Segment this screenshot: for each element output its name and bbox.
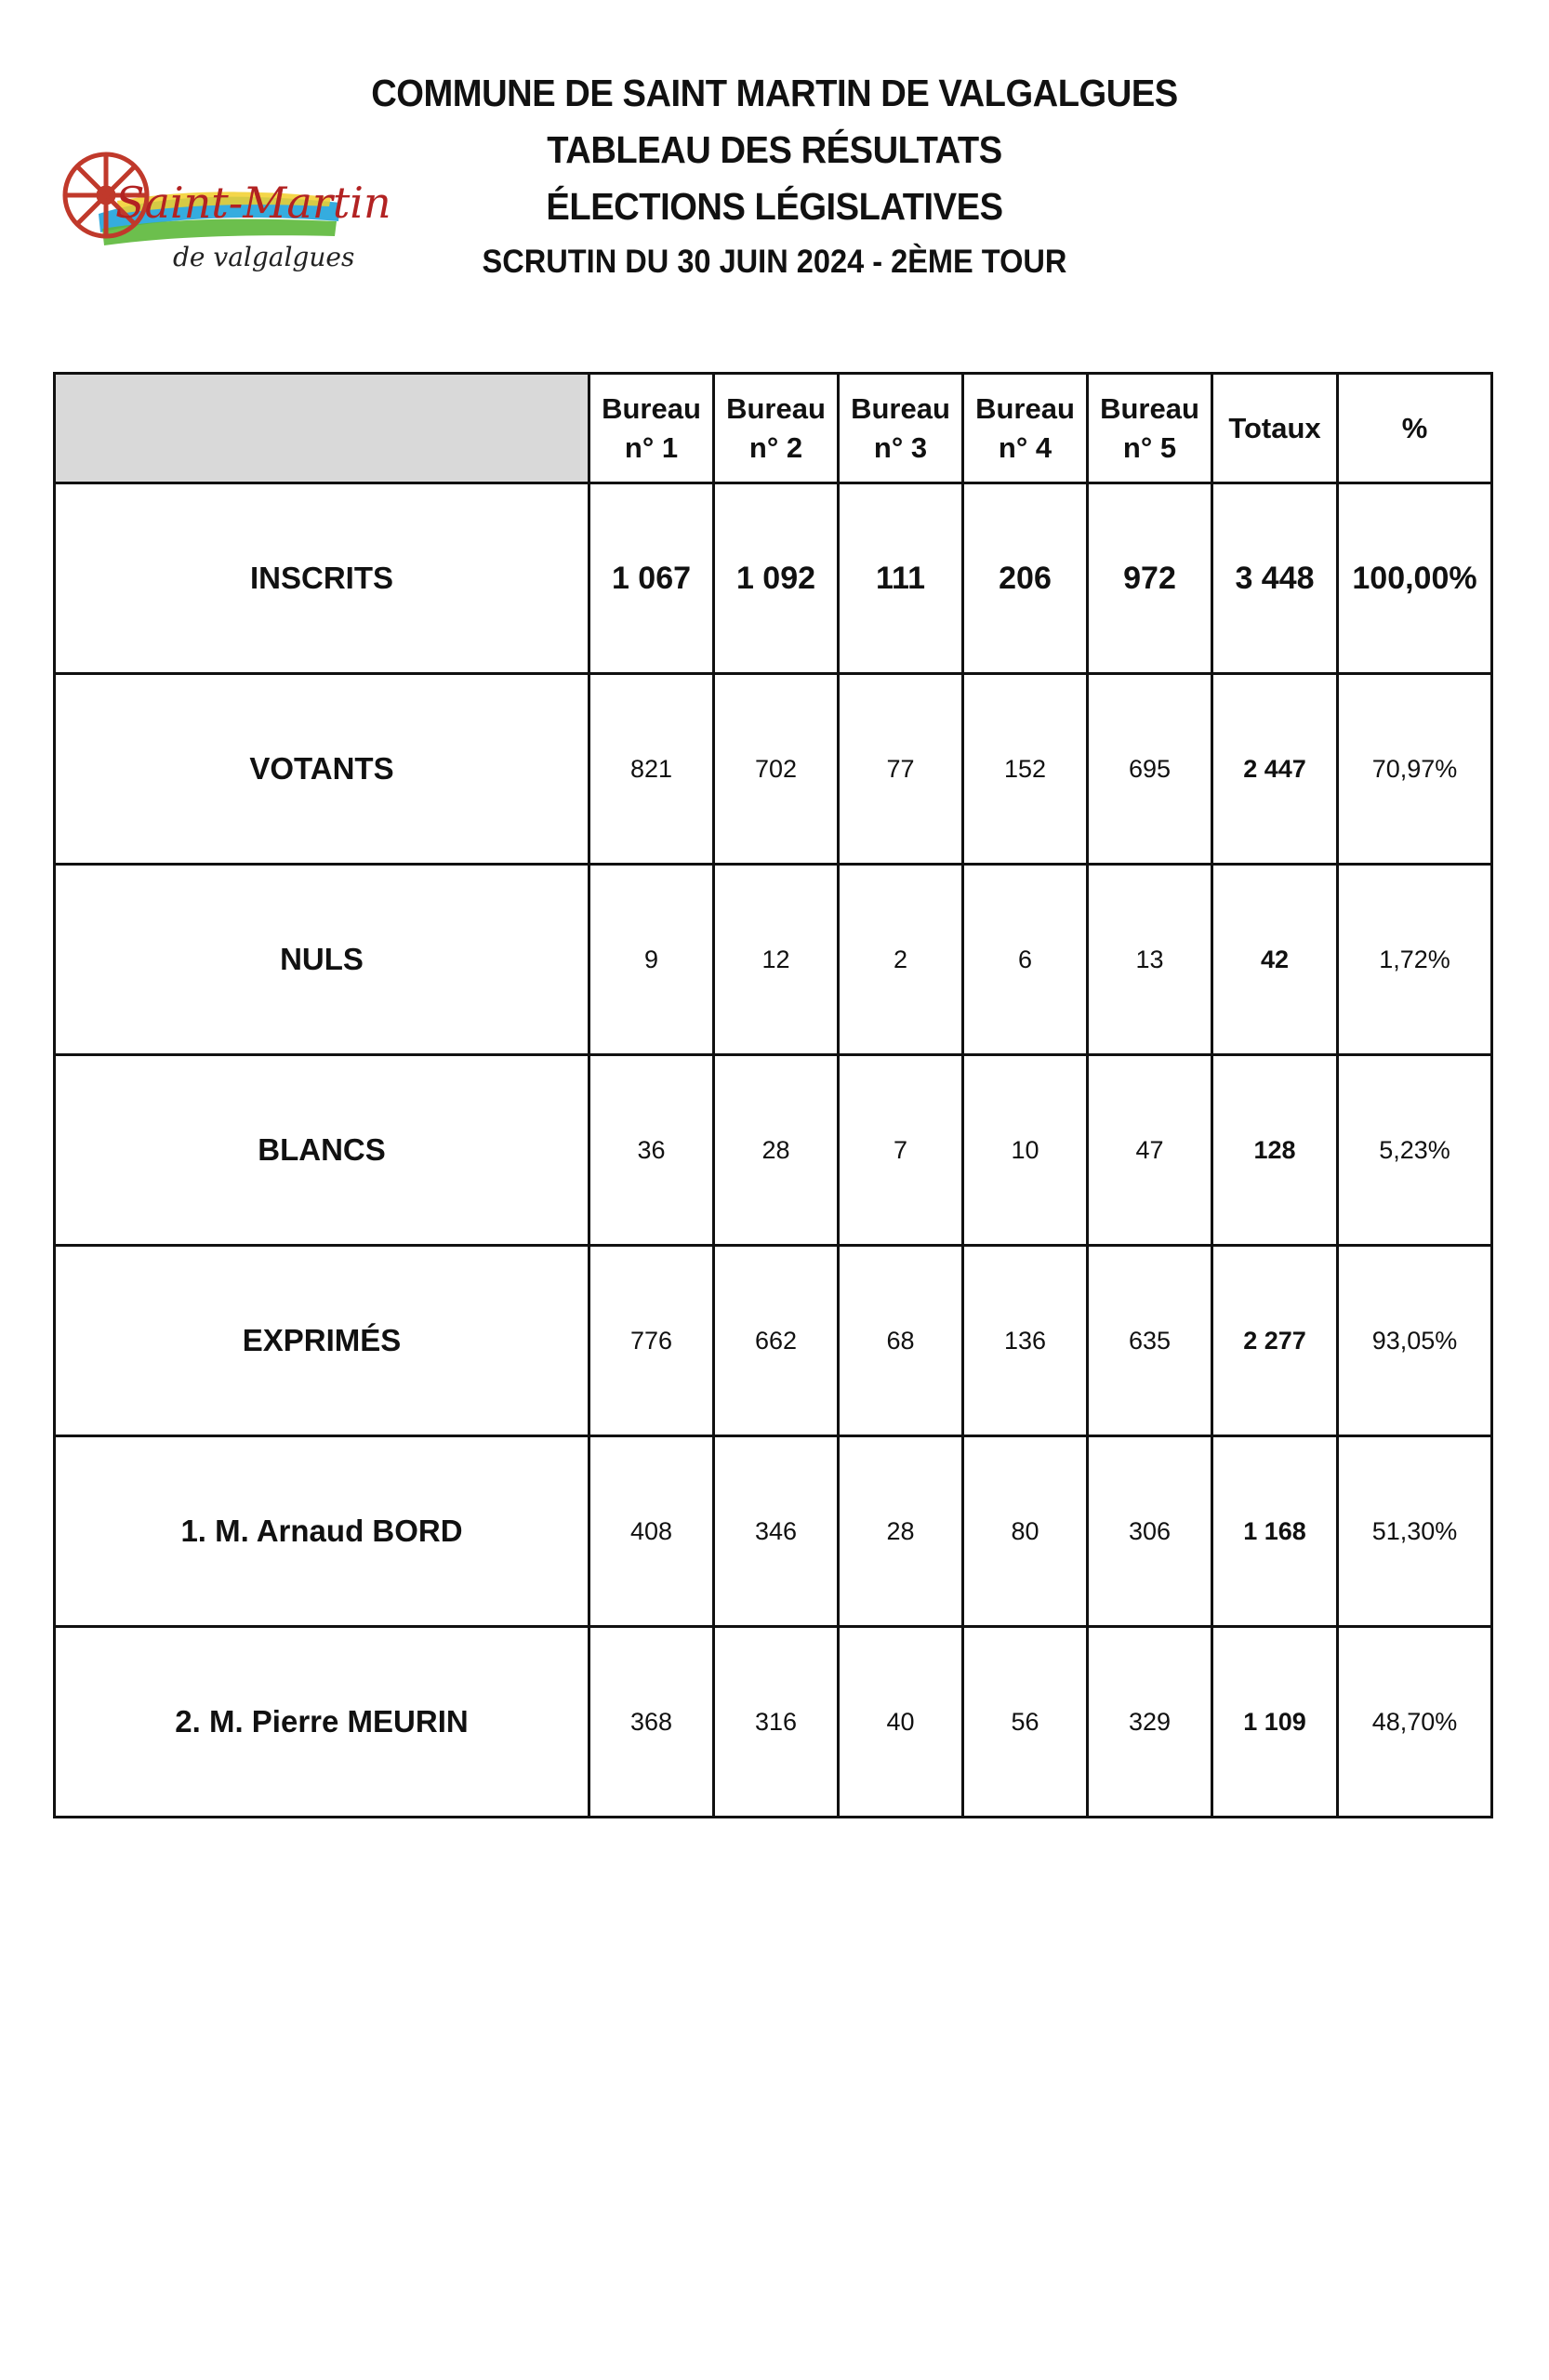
table-cell: 136: [963, 1246, 1088, 1436]
table-cell: 152: [963, 674, 1088, 865]
row-label: INSCRITS: [55, 483, 589, 674]
totals-header: Totaux: [1212, 374, 1338, 483]
table-row-votants: [55, 674, 1492, 865]
bureau-header-line: Bureau: [851, 391, 950, 425]
table-cell: 662: [714, 1246, 839, 1436]
total-cell: 1 168: [1212, 1436, 1338, 1627]
bureau-5-header: [1088, 374, 1212, 483]
table-row-candidate-1: [55, 1436, 1492, 1627]
row-label: VOTANTS: [55, 674, 589, 865]
total-cell: 2 277: [1212, 1246, 1338, 1436]
table-cell: 12: [714, 865, 839, 1055]
table-cell: 6: [963, 865, 1088, 1055]
table-cell: 111: [839, 483, 963, 674]
header-corner-cell: [55, 374, 589, 483]
table-cell: 368: [589, 1627, 714, 1818]
election-title: ÉLECTIONS LÉGISLATIVES: [546, 185, 1003, 228]
table-row-nuls: [55, 865, 1492, 1055]
table-row-exprimes: [55, 1246, 1492, 1436]
bureau-3-header: [839, 374, 963, 483]
percent-cell: 1,72%: [1338, 865, 1492, 1055]
table-cell: 40: [839, 1627, 963, 1818]
percent-header: %: [1338, 374, 1492, 483]
bureau-number: n° 3: [873, 430, 928, 464]
row-label: BLANCS: [55, 1055, 589, 1246]
percent-cell: 48,70%: [1338, 1627, 1492, 1818]
bureau-header-line: Bureau: [975, 391, 1075, 425]
document-header: [0, 65, 1549, 289]
bureau-2-header: [714, 374, 839, 483]
bureau-number: n° 1: [624, 430, 679, 464]
table-cell: 1 067: [589, 483, 714, 674]
bureau-header-line: Bureau: [726, 391, 826, 425]
ballot-date: SCRUTIN DU 30 JUIN 2024 - 2ÈME TOUR: [482, 244, 1067, 280]
table-cell: 821: [589, 674, 714, 865]
table-row-candidate-2: [55, 1627, 1492, 1818]
table-cell: 306: [1088, 1436, 1212, 1627]
bureau-4-header: [963, 374, 1088, 483]
table-cell: 702: [714, 674, 839, 865]
table-cell: 972: [1088, 483, 1212, 674]
total-cell: 3 448: [1212, 483, 1338, 674]
table-cell: 28: [839, 1436, 963, 1627]
total-cell: 128: [1212, 1055, 1338, 1246]
table-row-blancs: [55, 1055, 1492, 1246]
bureau-number: n° 5: [1122, 430, 1177, 464]
row-label: NULS: [55, 865, 589, 1055]
bureau-header-line: Bureau: [602, 391, 701, 425]
bureau-header-line: Bureau: [1100, 391, 1199, 425]
table-cell: 635: [1088, 1246, 1212, 1436]
table-header-row: [55, 374, 1492, 483]
logo-text-sub: de valgalgues: [173, 242, 355, 272]
table-cell: 329: [1088, 1627, 1212, 1818]
table-cell: 9: [589, 865, 714, 1055]
table-cell: 7: [839, 1055, 963, 1246]
table-cell: 80: [963, 1436, 1088, 1627]
table-cell: 28: [714, 1055, 839, 1246]
table-cell: 36: [589, 1055, 714, 1246]
table-cell: 776: [589, 1246, 714, 1436]
table-cell: 316: [714, 1627, 839, 1818]
commune-title: COMMUNE DE SAINT MARTIN DE VALGALGUES: [371, 72, 1178, 114]
percent-cell: 51,30%: [1338, 1436, 1492, 1627]
table-cell: 1 092: [714, 483, 839, 674]
table-cell: 68: [839, 1246, 963, 1436]
results-table: [53, 372, 1493, 1818]
table-cell: 77: [839, 674, 963, 865]
results-title: TABLEAU DES RÉSULTATS: [547, 128, 1002, 171]
table-cell: 56: [963, 1627, 1088, 1818]
table-cell: 346: [714, 1436, 839, 1627]
row-label: 1. M. Arnaud BORD: [55, 1436, 589, 1627]
table-cell: 13: [1088, 865, 1212, 1055]
table-cell: 10: [963, 1055, 1088, 1246]
table-cell: 2: [839, 865, 963, 1055]
logo-text-main: Saint-Martin: [115, 178, 391, 228]
percent-cell: 100,00%: [1338, 483, 1492, 674]
table-cell: 47: [1088, 1055, 1212, 1246]
table-row-inscrits: [55, 483, 1492, 674]
total-cell: 42: [1212, 865, 1338, 1055]
table-cell: 206: [963, 483, 1088, 674]
table-cell: 408: [589, 1436, 714, 1627]
total-cell: 2 447: [1212, 674, 1338, 865]
percent-cell: 93,05%: [1338, 1246, 1492, 1436]
table-cell: 695: [1088, 674, 1212, 865]
percent-cell: 70,97%: [1338, 674, 1492, 865]
percent-cell: 5,23%: [1338, 1055, 1492, 1246]
bureau-number: n° 4: [998, 430, 1053, 464]
row-label: 2. M. Pierre MEURIN: [55, 1627, 589, 1818]
total-cell: 1 109: [1212, 1627, 1338, 1818]
bureau-1-header: [589, 374, 714, 483]
bureau-number: n° 2: [748, 430, 803, 464]
row-label: EXPRIMÉS: [55, 1246, 589, 1436]
